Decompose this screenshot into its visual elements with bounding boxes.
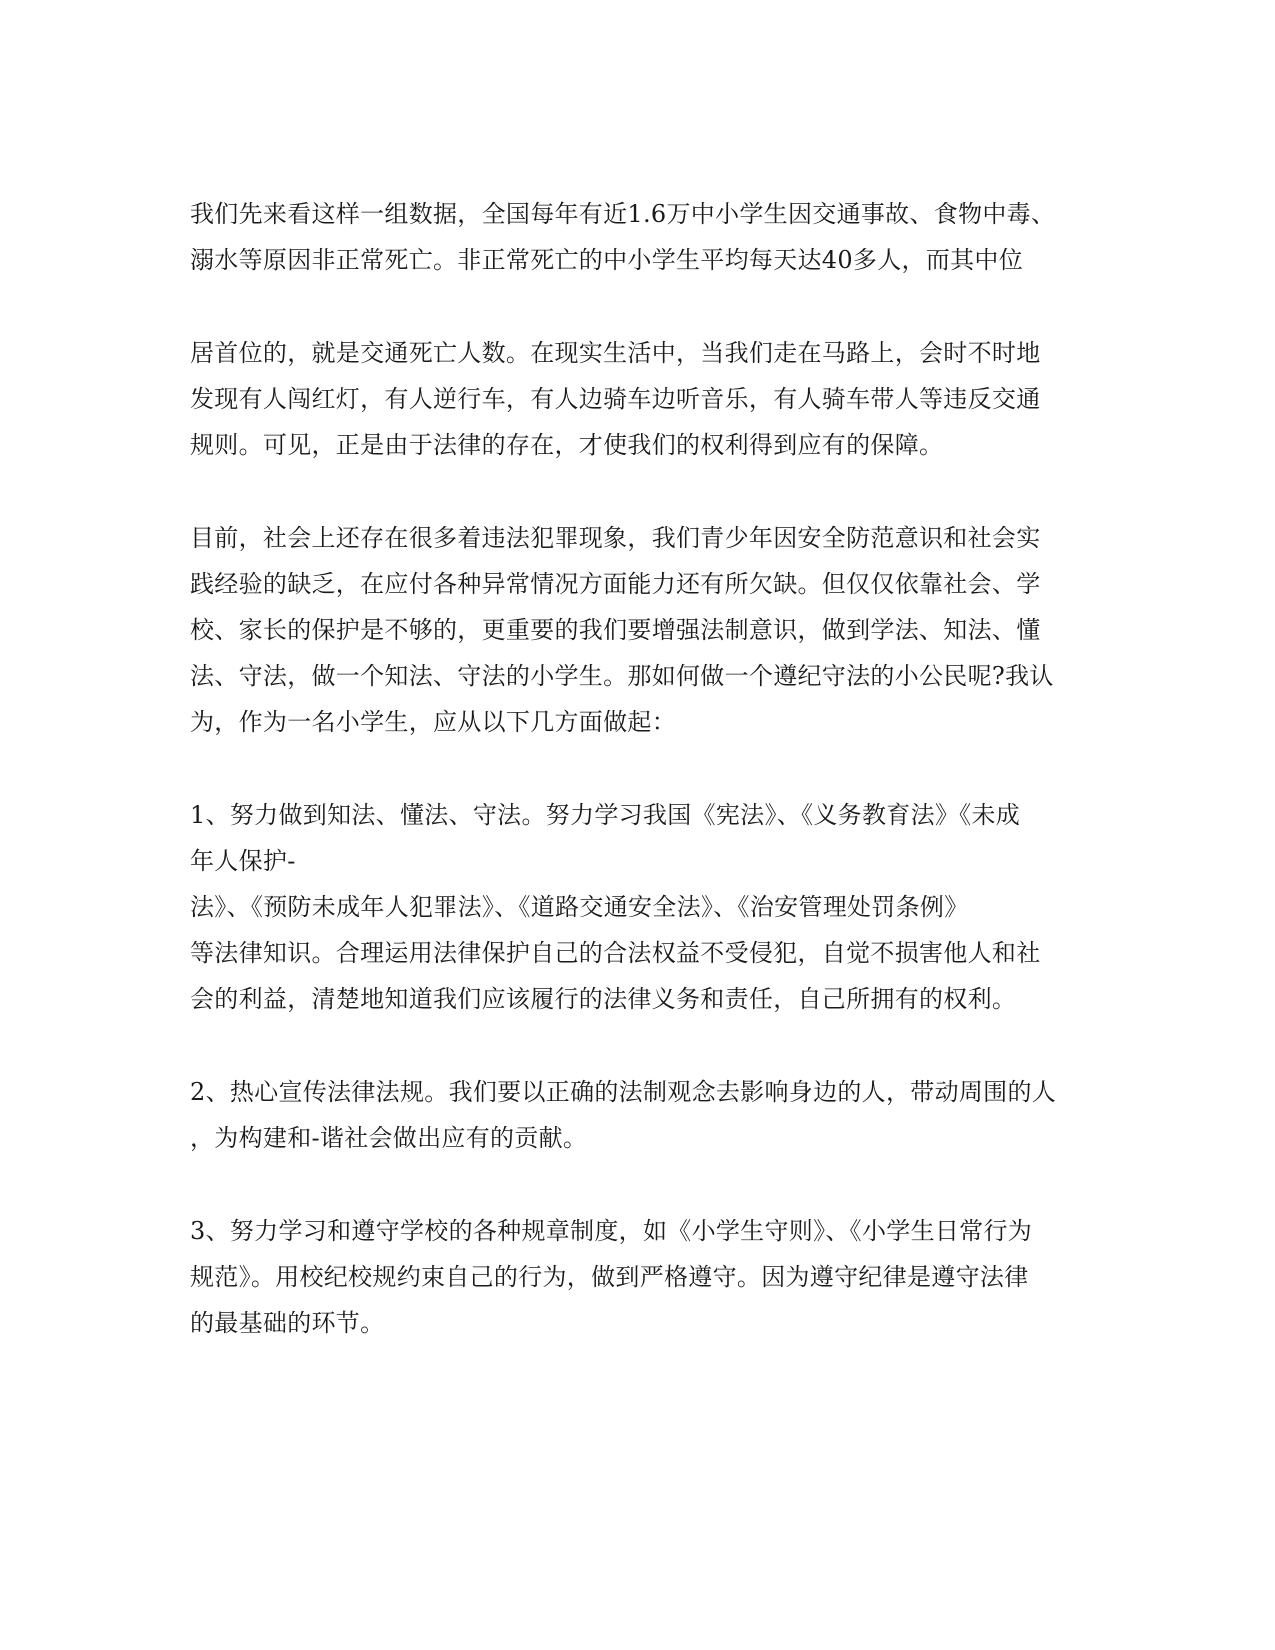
paragraph-4-line-5: 会的利益，清楚地知道我们应该履行的法律义务和责任，自己所拥有的权利。: [190, 985, 1017, 1013]
paragraph-4-line-3: 法》、《预防未成年人犯罪法》、《道路交通安全法》、《治安管理处罚条例》: [190, 893, 969, 921]
paragraph-3-line-3: 校、家长的保护是不够的，更重要的我们要增强法制意识，做到学法、知法、懂: [190, 616, 1041, 644]
paragraph-4-line-4: 等法律知识。合理运用法律保护自己的合法权益不受侵犯，自觉不损害他人和社: [190, 939, 1041, 967]
paragraph-3-line-4: 法、守法，做一个知法、守法的小学生。那如何做一个遵纪守法的小公民呢?我认: [190, 662, 1054, 690]
paragraph-2-line-3: 规则。可见，正是由于法律的存在，才使我们的权利得到应有的保障。: [190, 431, 944, 459]
paragraph-3-line-1: 目前，社会上还存在很多着违法犯罪现象，我们青少年因安全防范意识和社会实: [190, 524, 1041, 552]
paragraph-1-line-1: 我们先来看这样一组数据，全国每年有近1.6万中小学生因交通事故、食物中毒、: [190, 200, 1056, 228]
paragraph-3-line-5: 为，作为一名小学生，应从以下几方面做起：: [190, 708, 676, 736]
paragraph-3-line-2: 践经验的缺乏，在应付各种异常情况方面能力还有所欠缺。但仅仅依靠社会、学: [190, 570, 1041, 598]
paragraph-6-line-2: 规范》。用校纪校规约束自己的行为，做到严格遵守。因为遵守纪律是遵守法律: [190, 1263, 1029, 1291]
paragraph-6-line-3: 的最基础的环节。: [190, 1309, 385, 1337]
paragraph-4-line-1: 1、努力做到知法、懂法、守法。努力学习我国《宪法》、《义务教育法》《未成: [190, 801, 1021, 829]
paragraph-6-line-1: 3、努力学习和遵守学校的各种规章制度，如《小学生守则》、《小学生日常行为: [190, 1217, 1033, 1245]
paragraph-5-line-1: 2、热心宣传法律法规。我们要以正确的法制观念去影响身边的人，带动周围的人: [190, 1078, 1057, 1106]
paragraph-1-line-2: 溺水等原因非正常死亡。非正常死亡的中小学生平均每天达40多人，而其中位: [190, 246, 1024, 274]
paragraph-4-line-2: 年人保护-: [190, 847, 296, 875]
paragraph-5-line-2: ，为构建和-谐社会做出应有的贡献。: [190, 1124, 588, 1152]
paragraph-2-line-2: 发现有人闯红灯，有人逆行车，有人边骑车边听音乐，有人骑车带人等违反交通: [190, 385, 1041, 413]
paragraph-2-line-1: 居首位的，就是交通死亡人数。在现实生活中，当我们走在马路上，会时不时地: [190, 339, 1041, 367]
